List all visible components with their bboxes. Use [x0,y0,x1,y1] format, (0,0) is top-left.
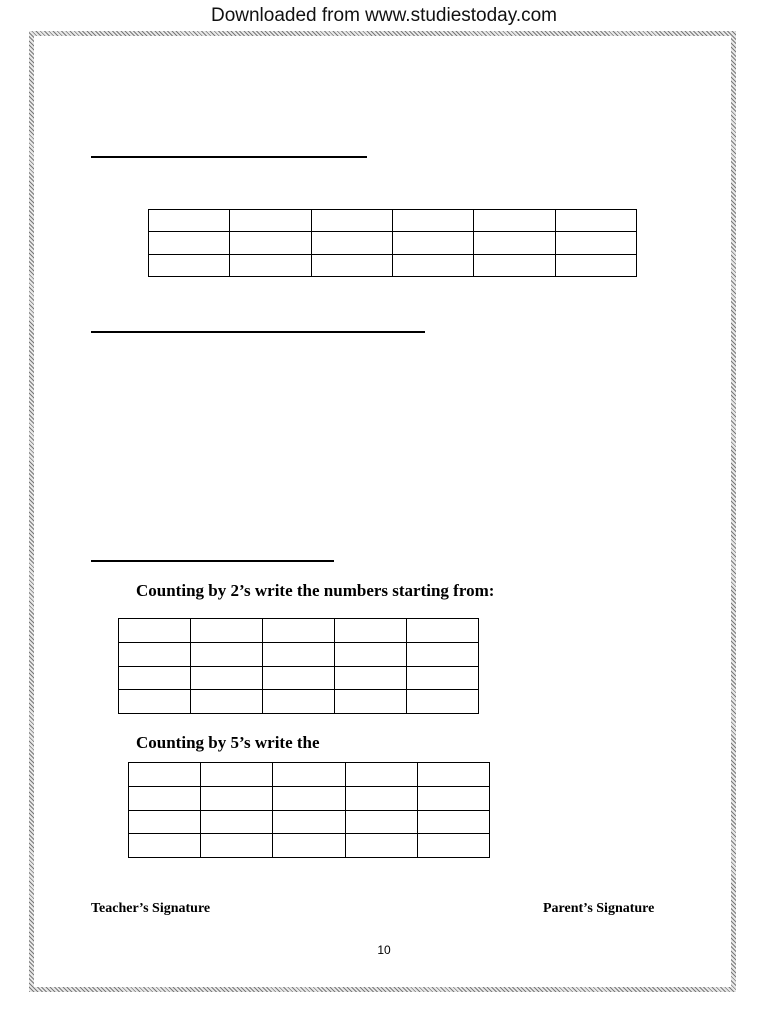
grid-cell [335,690,407,714]
grid-row [129,834,490,858]
grid-cell [119,690,191,714]
grid-cell [345,810,417,834]
grid-cell [417,763,489,787]
grid-row [149,210,637,232]
grid-cell [191,666,263,690]
grid-cell [273,763,345,787]
grid-cell [311,232,392,254]
grid-cell [201,834,273,858]
grid-cell [335,666,407,690]
grid-cell [474,254,555,276]
grid-cell [311,210,392,232]
grid-cell [129,786,201,810]
grid-row [129,810,490,834]
grid-row [149,232,637,254]
grid-cell [407,619,479,643]
grid-cell [417,810,489,834]
blank-line-3 [91,560,334,562]
grid-cell [230,254,311,276]
grid-cell [555,232,636,254]
parent-signature-label: Parent’s Signature [543,901,655,916]
grid-cell [191,690,263,714]
grid-cell [474,210,555,232]
grid-cell [555,254,636,276]
counting-by-5-heading: Counting by 5’s write the [136,733,320,752]
page-number: 10 [377,943,391,957]
grid-row [119,642,479,666]
grid-cell [263,690,335,714]
grid-cell [474,232,555,254]
grid-cell [201,810,273,834]
grid-cell [311,254,392,276]
grid-row [129,763,490,787]
grid-cell [119,666,191,690]
grid-cell [129,763,201,787]
grid-cell [263,666,335,690]
grid-cell [392,254,473,276]
counting-by-5-grid [128,762,490,858]
grid-cell [201,763,273,787]
grid-cell [273,786,345,810]
grid-cell [119,619,191,643]
grid-cell [392,210,473,232]
grid-cell [407,690,479,714]
grid-cell [273,810,345,834]
grid-cell [230,210,311,232]
grid-cell [417,786,489,810]
grid-cell [407,666,479,690]
grid-cell [392,232,473,254]
grid-row [119,666,479,690]
grid-cell [345,786,417,810]
grid-cell [263,642,335,666]
grid-cell [407,642,479,666]
grid-cell [273,834,345,858]
blank-line-2 [91,331,425,333]
grid-cell [335,642,407,666]
counting-by-2-grid [118,618,479,714]
grid-cell [149,210,230,232]
grid-row [119,619,479,643]
grid-cell [191,619,263,643]
grid-row [119,690,479,714]
grid-cell [335,619,407,643]
grid-row [129,786,490,810]
download-banner-top: Downloaded from www.studiestoday.com [210,5,558,26]
grid-cell [129,810,201,834]
grid-cell [230,232,311,254]
grid-row [149,254,637,276]
grid-cell [191,642,263,666]
grid-cell [149,254,230,276]
blank-line-1 [91,156,367,158]
grid-cell [201,786,273,810]
grid-cell [417,834,489,858]
grid-cell [119,642,191,666]
grid-cell [555,210,636,232]
counting-by-2-heading: Counting by 2’s write the numbers starting from: [136,581,495,600]
grid-cell [345,763,417,787]
grid-cell [129,834,201,858]
grid-cell [149,232,230,254]
teacher-signature-label: Teacher’s Signature [91,901,211,916]
top-grid [148,209,637,277]
grid-cell [263,619,335,643]
grid-cell [345,834,417,858]
